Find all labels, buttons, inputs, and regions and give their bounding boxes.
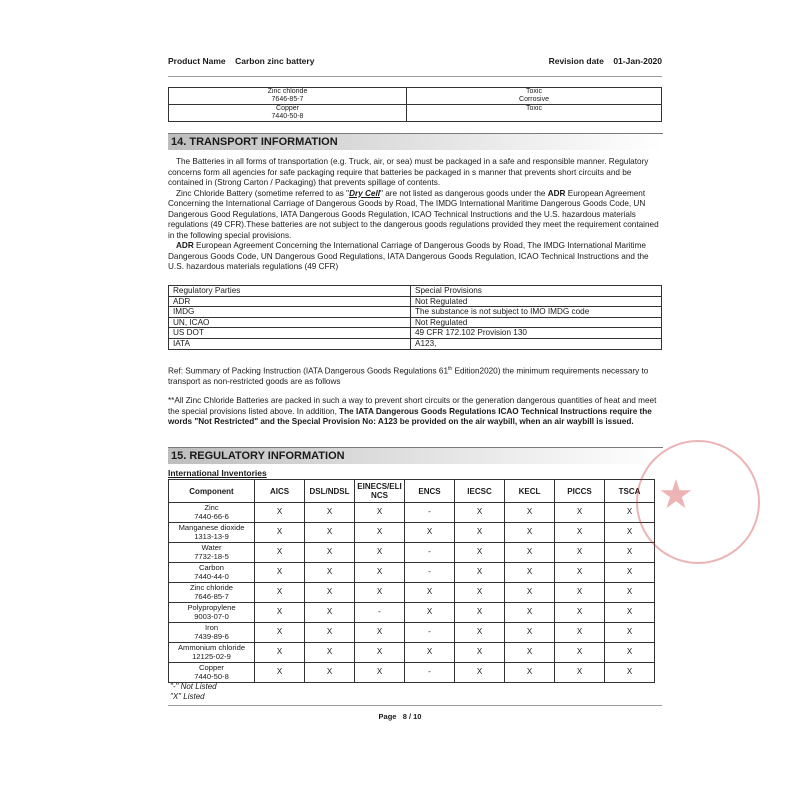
inventory-status-cell: X [605, 503, 655, 523]
inventory-status-cell: X [355, 563, 405, 583]
component-cell: Iron 7439-89-6 [169, 623, 255, 643]
inventory-status-cell: - [405, 623, 455, 643]
table-row [169, 543, 655, 563]
table-row [169, 503, 655, 523]
component-cell: Water 7732-18-5 [169, 543, 255, 563]
inventory-status-cell: X [505, 543, 555, 563]
inventory-status-cell: X [305, 623, 355, 643]
table-row: UN, ICAO Not Regulated [169, 317, 662, 328]
table-header-row [169, 480, 655, 503]
component-cell: Ammonium chloride 12125-02-9 [169, 643, 255, 663]
column-header: TSCA [605, 480, 655, 503]
table-row [169, 583, 655, 603]
inventory-status-cell: X [305, 643, 355, 663]
inventory-status-cell: X [355, 623, 405, 643]
inventory-status-cell: X [305, 523, 355, 543]
table-row [169, 563, 655, 583]
hazard-table-continued [168, 87, 662, 122]
inventory-status-cell: X [255, 503, 305, 523]
inventory-status-cell: X [505, 523, 555, 543]
inventory-status-cell: X [505, 643, 555, 663]
inventory-status-cell: X [355, 583, 405, 603]
inventory-status-cell: - [355, 603, 405, 623]
inventory-status-cell: X [255, 563, 305, 583]
inventory-status-cell: X [505, 503, 555, 523]
inventory-status-cell: X [605, 663, 655, 683]
inventory-status-cell: X [405, 603, 455, 623]
inventory-status-cell: X [305, 663, 355, 683]
table-row [169, 88, 662, 105]
inventory-status-cell: X [605, 523, 655, 543]
inventory-status-cell: X [455, 523, 505, 543]
inventory-status-cell: X [255, 643, 305, 663]
transport-p2: Zinc Chloride Battery (sometime referred to as "Dry Cell" are not listed as dangerous goods under the ADR European Agreement Concerning the International Carriage of Dangerous Goods by Road, The IMDG International Maritime Dangerous Goods Code, UN Dangerous Good Regulations, IATA Dangerous Goods Regulation, ICAO Technical Instructions and the U.S. hazardous materials regulations (49 CFR).These batteries are not subject to the dangerous goods regulations provided they meet the requirement contained in the following special provisions. [168, 188, 659, 240]
inventories-body [169, 503, 655, 683]
inventory-status-cell: X [555, 583, 605, 603]
inventory-status-cell: X [355, 643, 405, 663]
inventory-status-cell: X [255, 523, 305, 543]
table-row [169, 663, 655, 683]
component-cell: Zinc chloride 7646-85-7 [169, 583, 255, 603]
table-row [169, 603, 655, 623]
inventory-status-cell: X [355, 663, 405, 683]
inventory-status-cell: X [305, 603, 355, 623]
column-header: AICS [255, 480, 305, 503]
inventory-status-cell: X [255, 623, 305, 643]
inventory-status-cell: - [405, 563, 455, 583]
table-row: IATA A123, [169, 338, 662, 349]
inventory-status-cell: X [455, 643, 505, 663]
product-name-line: Product Name Carbon zinc battery [168, 56, 315, 66]
air-waybill-note: **All Zinc Chloride Batteries are packed in such a way to prevent short circuits or the generation dangerous quantities of heat and meet the special provisions listed above. In addition, The IATA Dangerous Goods Regulations ICAO Technical Instructions require the words "Not Restricted" and the Special Provision No: A123 be provided on the air waybill, when an air waybill is issued. [168, 396, 657, 426]
page-footer: Page 8 / 10 [378, 712, 422, 721]
inventory-status-cell: X [405, 583, 455, 603]
inventory-status-cell: X [605, 623, 655, 643]
inventory-status-cell: - [405, 663, 455, 683]
regulatory-parties-table [168, 285, 662, 350]
component-cell: Carbon 7440-44-0 [169, 563, 255, 583]
inventory-status-cell: X [455, 503, 505, 523]
inventory-status-cell: X [555, 623, 605, 643]
inventory-status-cell: X [555, 643, 605, 663]
inventory-status-cell: X [455, 543, 505, 563]
inventory-status-cell: X [455, 563, 505, 583]
column-header: PICCS [555, 480, 605, 503]
inventory-status-cell: X [455, 663, 505, 683]
inventory-status-cell: X [305, 503, 355, 523]
legend-not-listed: "-" Not Listed [170, 682, 217, 691]
component-cell: Copper 7440-50-8 [169, 663, 255, 683]
inventories-title: International Inventories [168, 468, 267, 478]
table-row: IMDG The substance is not subject to IMO IMDG code [169, 307, 662, 318]
section-14-heading: 14. TRANSPORT INFORMATION [168, 133, 663, 150]
component-cell: Polypropylene 9003-07-0 [169, 603, 255, 623]
inventory-status-cell: X [605, 643, 655, 663]
table-row: US DOT 49 CFR 172.102 Provision 130 [169, 328, 662, 339]
inventory-status-cell: - [405, 503, 455, 523]
footer-divider [168, 705, 662, 706]
inventory-status-cell: X [555, 523, 605, 543]
column-header: EINECS/ELINCS [355, 480, 405, 503]
inventory-status-cell: X [505, 623, 555, 643]
table-row [169, 523, 655, 543]
inventory-status-cell: X [255, 603, 305, 623]
inventory-status-cell: X [255, 663, 305, 683]
inventory-status-cell: X [505, 603, 555, 623]
column-header: KECL [505, 480, 555, 503]
transport-paragraph [168, 157, 662, 273]
inventory-status-cell: X [605, 563, 655, 583]
table-row [169, 105, 662, 122]
seal-star-icon: ★ [658, 473, 694, 517]
inventory-status-cell: X [605, 583, 655, 603]
transport-p3: ADR European Agreement Concerning the International Carriage of Dangerous Goods by Road, The IMDG International Maritime Dangerous Goods Code, UN Dangerous Good Regulations, IATA Dangerous Goods Regulation, ICAO Technical Instructions and the U.S. hazardous materials regulations (49 CFR) [168, 241, 649, 271]
inventory-status-cell: X [405, 643, 455, 663]
inventory-status-cell: X [555, 563, 605, 583]
inventory-status-cell: X [355, 503, 405, 523]
inventory-status-cell: X [555, 543, 605, 563]
column-header: IECSC [455, 480, 505, 503]
column-header: ENCS [405, 480, 455, 503]
table-row: Regulatory Parties Special Provisions [169, 286, 662, 297]
inventory-status-cell: X [405, 523, 455, 543]
inventory-legend [170, 682, 217, 702]
revision-date-line: Revision date 01-Jan-2020 [548, 56, 662, 66]
table-cell: Toxic Corrosive [407, 88, 662, 105]
inventory-status-cell: X [355, 523, 405, 543]
inventory-status-cell: X [305, 583, 355, 603]
inventory-status-cell: X [505, 563, 555, 583]
inventory-status-cell: X [305, 563, 355, 583]
section-15-heading: 15. REGULATORY INFORMATION [168, 447, 663, 464]
inventory-status-cell: X [555, 603, 605, 623]
inventory-status-cell: - [405, 543, 455, 563]
inventory-status-cell: X [455, 603, 505, 623]
inventory-status-cell: X [255, 583, 305, 603]
inventory-status-cell: X [355, 543, 405, 563]
component-cell: Zinc 7440-66-6 [169, 503, 255, 523]
inventory-status-cell: X [605, 543, 655, 563]
packing-reference: Ref: Summary of Packing Instruction (IATA Dangerous Goods Regulations 61th Edition2020) the minimum requirements necessary to transport as non-restricted goods are as follows [168, 366, 649, 387]
inventory-status-cell: X [555, 663, 605, 683]
legend-listed: "X" Listed [170, 692, 205, 701]
table-cell: Toxic [407, 105, 662, 122]
inventory-status-cell: X [555, 503, 605, 523]
table-cell: Zinc chloride 7646-85-7 [169, 88, 407, 105]
transport-p1: The Batteries in all forms of transportation (e.g. Truck, air, or sea) must be packaged in a safe and responsible manner. Regulatory concerns form all agencies for safe packaging require that batteries be packaged in s manner that prevents short circuits and be contained in (Strong Carton / Packaging) that prevents spillage of contents. [168, 157, 649, 187]
column-header: DSL/NDSL [305, 480, 355, 503]
inventory-status-cell: X [305, 543, 355, 563]
table-cell: Copper 7440-50-8 [169, 105, 407, 122]
inventory-status-cell: X [455, 623, 505, 643]
table-row [169, 623, 655, 643]
column-header: Component [169, 480, 255, 503]
header-divider [168, 76, 662, 77]
inventory-status-cell: X [505, 663, 555, 683]
inventory-status-cell: X [255, 543, 305, 563]
component-cell: Manganese dioxide 1313-13-9 [169, 523, 255, 543]
inventory-status-cell: X [605, 603, 655, 623]
table-row: ADR Not Regulated [169, 296, 662, 307]
inventory-status-cell: X [455, 583, 505, 603]
inventory-status-cell: X [505, 583, 555, 603]
international-inventories-table [168, 479, 655, 683]
table-row [169, 643, 655, 663]
